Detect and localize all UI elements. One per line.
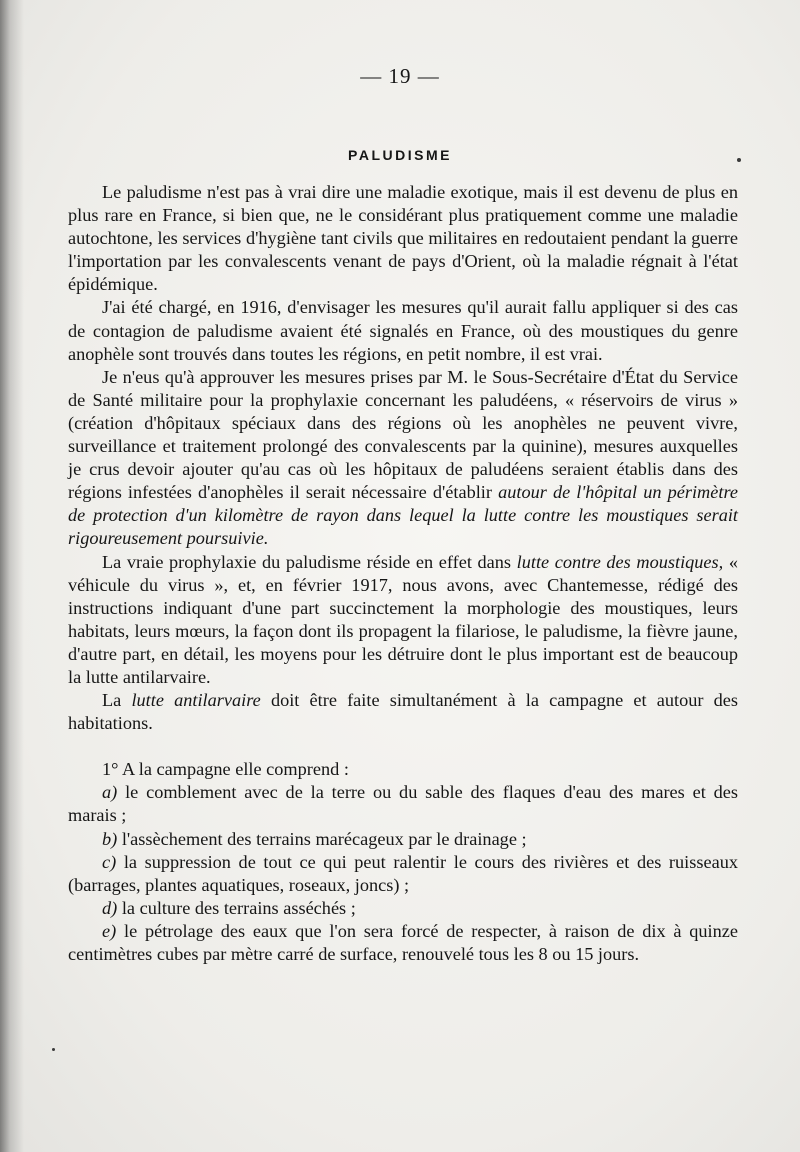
paragraph-text: doit être faite simultanément à la campagne et autour des habitations. — [68, 690, 738, 734]
list-intro: 1° A la campagne elle comprend : — [102, 759, 349, 780]
paragraph-text: La vraie prophylaxie du paludisme réside en effet dans — [102, 551, 512, 572]
list-item — [68, 897, 738, 920]
list-item — [68, 828, 738, 851]
list-item — [68, 781, 738, 827]
paragraph-text: « véhicule du virus », et, en février 1917, nous avons, avec Chantemesse, rédigé des instructions indiquant d'une part succinctement la morphologie des moustiques, leurs habitats, leurs mœurs, la façon dont ils propagent la filariose, le paludisme, la fièvre jaune, d'autre part, en détail, les moyens pour les détruire dont le plus important est de beaucoup la lutte antilarvaire. — [68, 551, 738, 687]
list-item — [68, 851, 738, 897]
emphasis-text: lutte antilarvaire — [131, 690, 261, 711]
emphasis-text: lutte contre des moustiques, — [516, 551, 724, 572]
list-item-text: l'assèchement des terrains marécageux par le drainage ; — [121, 828, 527, 849]
list-marker: a) — [102, 782, 118, 803]
paragraph-prophylaxis-measures — [68, 366, 738, 551]
ink-speck — [52, 1048, 55, 1051]
list-marker: d) — [102, 897, 118, 918]
list-item — [68, 920, 738, 966]
list-item-text: la culture des terrains asséchés ; — [121, 897, 356, 918]
section-heading: PALUDISME — [348, 147, 452, 163]
paragraph-text: La — [102, 690, 122, 711]
page-number: — 19 — — [360, 64, 440, 88]
list-item-text: le comblement avec de la terre ou du sable des flaques d'eau des mares et des marais ; — [68, 782, 738, 826]
list-item-text: le pétrolage des eaux que l'on sera forcé de respecter, à raison de dix à quinze centimètres cubes par mètre carré de surface, renouvelé tous les 8 ou 15 jours. — [68, 920, 738, 964]
paragraph-mosquito-fight — [68, 551, 738, 690]
paragraph-1916-assignment: J'ai été chargé, en 1916, d'envisager les mesures qu'il aurait fallu appliquer si des cas de contagion de paludisme avaient été signalés en France, où des moustiques du genre anophèle sont trouvés dans toutes les régions, en petit nombre, il est vrai. — [68, 297, 738, 364]
body-text — [68, 181, 738, 966]
list-marker: e) — [102, 920, 117, 941]
emphasis-text: autour de l'hôpital un périmètre de protection d'un kilomètre de rayon dans lequel la lutte contre les moustiques serait rigoureusement poursuivie. — [68, 482, 738, 549]
paragraph-antilarval — [68, 689, 738, 735]
list-marker: b) — [102, 828, 118, 849]
list-item-text: la suppression de tout ce qui peut ralentir le cours des rivières et des ruisseaux (barrages, plantes aquatiques, roseaux, joncs) ; — [68, 851, 738, 895]
paragraph-intro: Le paludisme n'est pas à vrai dire une maladie exotique, mais il est devenu de plus en plus rare en France, si bien que, ne le considérant plus pratiquement comme une maladie autochtone, les services d'hygiène tant civils que militaires en redoutaient pendant la guerre l'importation par les convalescents venant de pays d'Orient, où la maladie régnait à l'état épidémique. — [68, 182, 738, 295]
paragraph-text: Je n'eus qu'à approuver les mesures prises par M. le Sous-Secrétaire d'État du Service de Santé militaire pour la prophylaxie concernant les paludéens, « réservoirs de virus » (création d'hôpitaux spéciaux dans des régions où les anophèles ne peuvent vivre, surveillance et traitement prolongé des convalescents par la quinine), mesures auxquelles je crus devoir ajouter qu'au cas où les hôpitaux de paludéens seraient établis dans des régions infestées d'anophèles il serait nécessaire d'établir — [68, 366, 738, 503]
list-marker: c) — [102, 851, 117, 872]
ink-speck — [737, 158, 741, 162]
